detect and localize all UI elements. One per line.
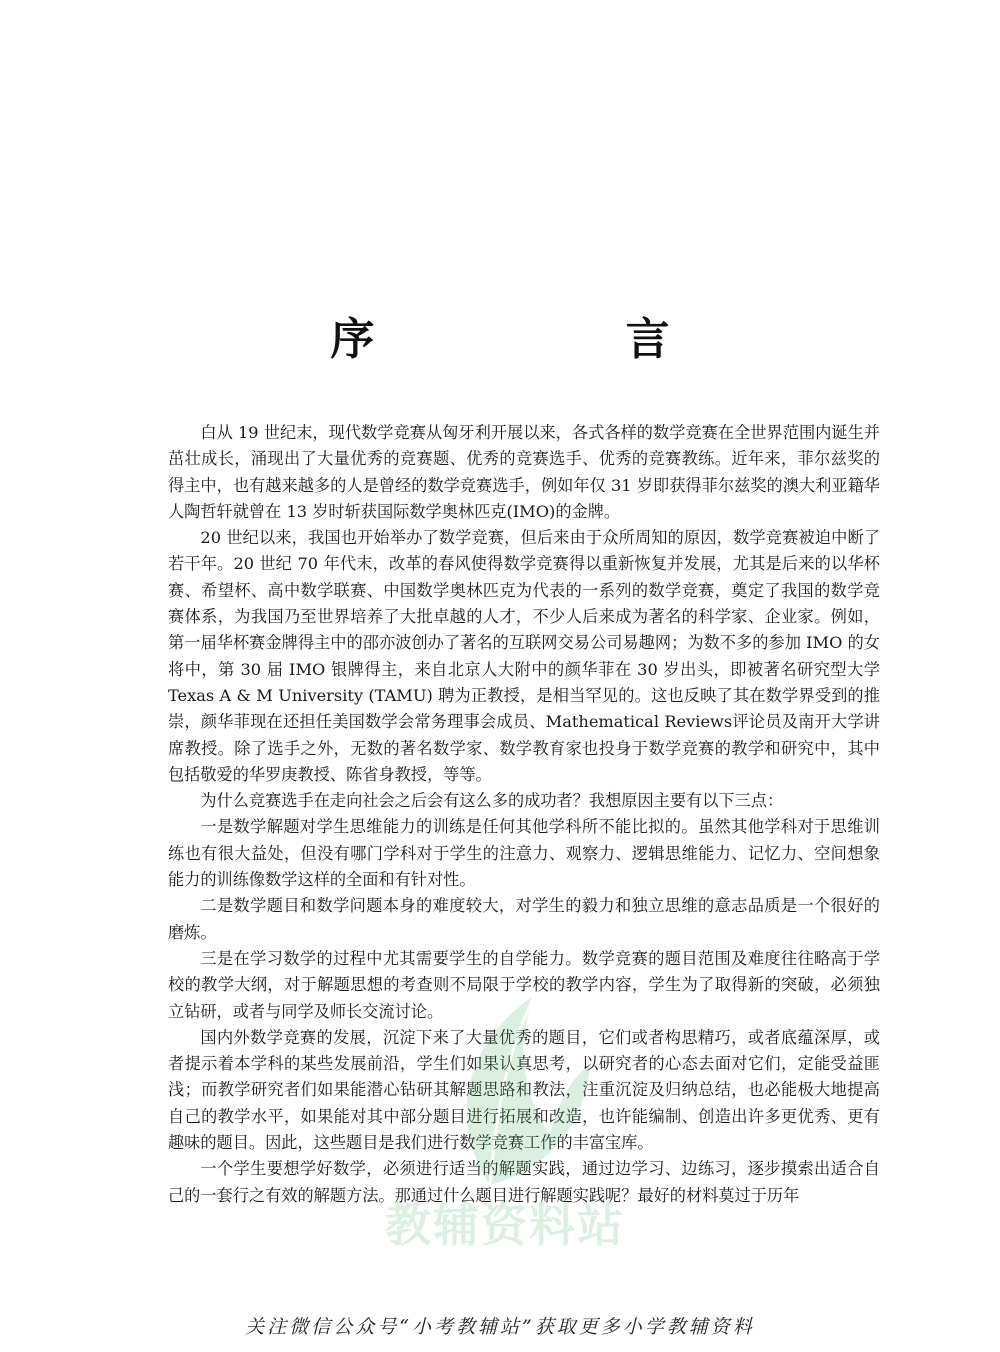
paragraph: 一是数学解题对学生思维能力的训练是任何其他学科所不能比拟的。虽然其他学科对于思维训练也有很大益处，但没有哪门学科对于学生的注意力、观察力、逻辑思维能力、记忆力、空间想象能力的训练像数学这样的全面和有针对性。 <box>168 817 880 890</box>
watermark-text: 教辅资料站 <box>385 1198 625 1252</box>
paragraph: 一个学生要想学好数学，必须进行适当的解题实践，通过边学习、边练习，逐步摸索出适合自己的一套行之有效的解题方法。那通过什么题目进行解题实践呢？最好的材料莫过于历年 <box>168 1159 880 1205</box>
paragraph: 为什么竞赛选手在走向社会之后会有这么多的成功者？我想原因主要有以下三点： <box>200 791 784 811</box>
body-text <box>168 420 880 1209</box>
paragraph: 二是数学题目和数学问题本身的难度较大，对学生的毅力和独立思维的意志品质是一个很好的磨炼。 <box>168 896 880 942</box>
page-title: 序 言 <box>330 314 788 365</box>
paragraph: 三是在学习数学的过程中尤其需要学生的自学能力。数学竞赛的题目范围及难度往往略高于学校的教学大纲，对于解题思想的考查则不局限于学校的教学内容，学生为了取得新的突破，必须独立钻研，或者与同学及师长交流讨论。 <box>168 948 880 1021</box>
footer-note: 关注微信公众号“小考教辅站”获取更多小学教辅资料 <box>245 1316 755 1338</box>
paragraph: 国内外数学竞赛的发展，沉淀下来了大量优秀的题目，它们或者构思精巧，或者底蕴深厚，或者提示着本学科的某些发展前沿，学生们如果认真思考，以研究者的心态去面对它们，定能受益匪浅；而教学研究者们如果能潜心钻研其解题思路和教法，注重沉淀及归纳总结，也必能极大地提高自己的教学水平，如果能对其中部分题目进行拓展和改造，也许能编制、创造出许多更优秀、更有趣味的题目。因此，这些题目是我们进行数学竞赛工作的丰富宝库。 <box>168 1027 880 1153</box>
paragraph: 白从 19 世纪末，现代数学竞赛从匈牙利开展以来，各式各样的数学竞赛在全世界范围内诞生并茁壮成长，涌现出了大量优秀的竞赛题、优秀的竞赛选手、优秀的竞赛教练。近年来，菲尔兹奖的得主中，也有越来越多的人是曾经的数学竞赛选手，例如年仅 31 岁即获得菲尔兹奖的澳大利亚籍华人陶哲轩就曾在 13 岁时斩获国际数学奥林匹克(IMO)的金牌。 <box>168 423 880 521</box>
paragraph: 20 世纪以来，我国也开始举办了数学竞赛，但后来由于众所周知的原因，数学竞赛被迫中断了若干年。20 世纪 70 年代末，改革的春风使得数学竞赛得以重新恢复并发展，尤其是后来的以华杯赛、希望杯、高中数学联赛、中国数学奥林匹克为代表的一系列的数学竞赛，奠定了我国的数学竞赛体系，为我国乃至世界培养了大批卓越的人才，不少人后来成为著名的科学家、企业家。例如，第一届华杯赛金牌得主中的邵亦波创办了著名的互联网交易公司易趣网；为数不多的参加 IMO 的女将中，第 30 届 IMO 银牌得主，来自北京人大附中的颜华菲在 30 岁出头，即被著名研究型大学 Texas A & M University (TAMU) 聘为正教授，是相当罕见的。这也反映了其在数学界受到的推崇，颜华菲现在还担任美国数学会常务理事会成员、Mathematical Reviews评论员及南开大学讲席教授。除了选手之外，无数的著名数学家、数学教育家也投身于数学竞赛的教学和研究中，其中包括敬爱的华罗庚教授、陈省身教授，等等。 <box>168 528 880 784</box>
